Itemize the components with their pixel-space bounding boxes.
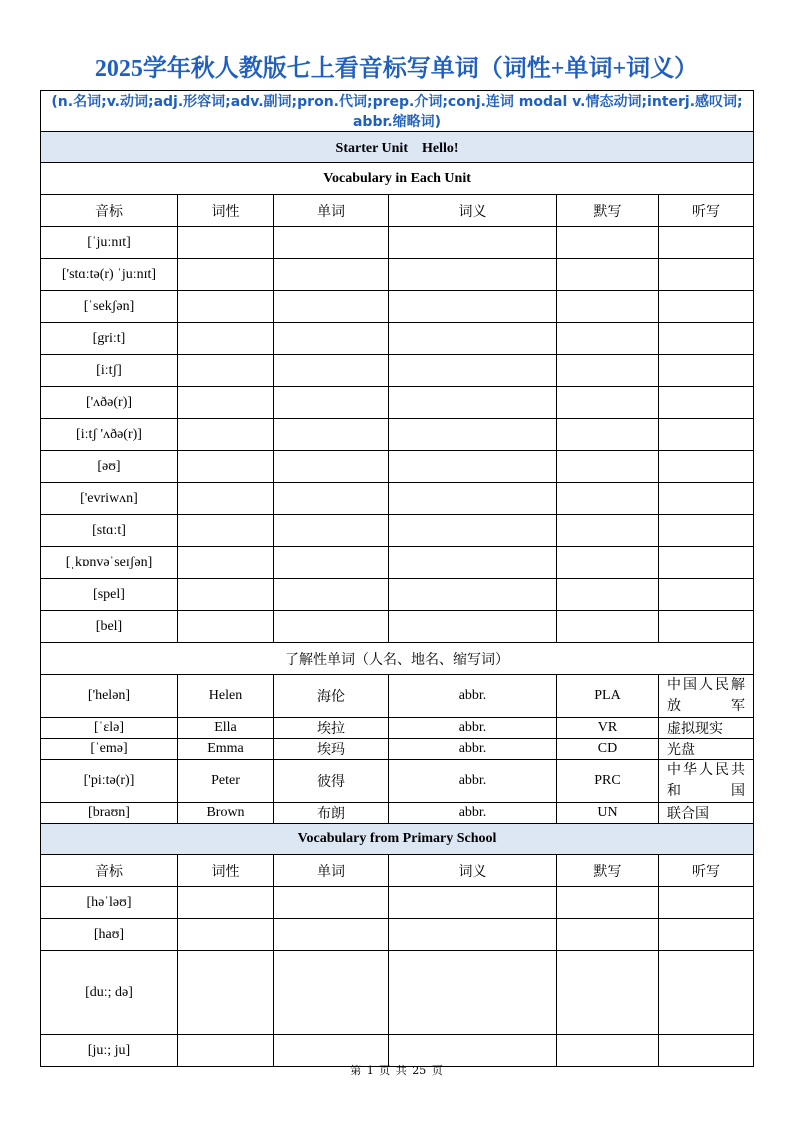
table-row <box>41 579 754 611</box>
dictation-blank[interactable] <box>557 291 659 323</box>
dictation-blank[interactable] <box>557 323 659 355</box>
phonetic-cell: [haʊ] <box>41 919 178 951</box>
page-footer: 第 1 页 共 25 页 <box>350 1064 443 1077</box>
word-cell: Ella <box>178 718 274 739</box>
meaning-cell: 埃玛 <box>274 739 389 760</box>
column-header-row <box>41 855 754 887</box>
meaning-blank[interactable] <box>389 227 557 259</box>
listening-blank[interactable] <box>659 259 754 291</box>
listening-blank[interactable] <box>659 919 754 951</box>
abbr-cell: PRC <box>557 760 659 803</box>
dictation-blank[interactable] <box>557 419 659 451</box>
phonetic-cell: ['ʌðə(r)] <box>41 387 178 419</box>
dictation-blank[interactable] <box>557 227 659 259</box>
word-blank[interactable] <box>274 291 389 323</box>
pos-cell: abbr. <box>389 675 557 718</box>
listening-blank[interactable] <box>659 483 754 515</box>
abbr-cell: CD <box>557 739 659 760</box>
meaning-blank[interactable] <box>389 887 557 919</box>
phonetic-cell: ['evriwʌn] <box>41 483 178 515</box>
section-title-unit-vocabulary: Vocabulary in Each Unit <box>41 163 754 195</box>
pos-blank[interactable] <box>178 515 274 547</box>
phonetic-cell: [braʊn] <box>41 803 178 824</box>
pos-blank[interactable] <box>178 291 274 323</box>
meaning-blank[interactable] <box>389 323 557 355</box>
meaning-blank[interactable] <box>389 483 557 515</box>
column-header: 词性 <box>178 855 274 887</box>
table-row <box>41 675 754 718</box>
unit-title: Starter Unit Hello! <box>41 132 754 163</box>
pos-blank[interactable] <box>178 483 274 515</box>
phonetic-cell: ['helən] <box>41 675 178 718</box>
pos-blank[interactable] <box>178 387 274 419</box>
table-row <box>41 951 754 1035</box>
meaning-cell: 布朗 <box>274 803 389 824</box>
word-cell: Peter <box>178 760 274 803</box>
meaning-blank[interactable] <box>389 451 557 483</box>
abbr-meaning-cell: 中华人民共和国 <box>659 760 754 803</box>
listening-blank[interactable] <box>659 515 754 547</box>
pos-cell: abbr. <box>389 803 557 824</box>
meaning-blank[interactable] <box>389 515 557 547</box>
word-blank[interactable] <box>274 451 389 483</box>
meaning-cell: 海伦 <box>274 675 389 718</box>
meaning-blank[interactable] <box>389 355 557 387</box>
phonetic-cell: [əʊ] <box>41 451 178 483</box>
word-blank[interactable] <box>274 547 389 579</box>
vocabulary-table <box>40 90 754 1067</box>
word-cell: Brown <box>178 803 274 824</box>
column-header: 音标 <box>41 855 178 887</box>
phonetic-cell: [bel] <box>41 611 178 643</box>
pos-blank[interactable] <box>178 355 274 387</box>
listening-blank[interactable] <box>659 323 754 355</box>
table-row <box>41 483 754 515</box>
dictation-blank[interactable] <box>557 611 659 643</box>
table-row <box>41 803 754 824</box>
phonetic-cell: [ˈɛlə] <box>41 718 178 739</box>
column-header: 词义 <box>389 855 557 887</box>
meaning-cell: 彼得 <box>274 760 389 803</box>
meaning-blank[interactable] <box>389 919 557 951</box>
word-blank[interactable] <box>274 951 389 1035</box>
column-header: 单词 <box>274 855 389 887</box>
table-row <box>41 919 754 951</box>
table-row <box>41 515 754 547</box>
section-title-primary-vocabulary: Vocabulary from Primary School <box>41 824 754 855</box>
table-row <box>41 451 754 483</box>
listening-blank[interactable] <box>659 887 754 919</box>
abbr-meaning-cell: 虚拟现实 <box>659 718 754 739</box>
table-row <box>41 387 754 419</box>
phonetic-cell: [iːtʃ 'ʌðə(r)] <box>41 419 178 451</box>
dictation-blank[interactable] <box>557 887 659 919</box>
section-title-proper-nouns: 了解性单词（人名、地名、缩写词） <box>41 643 754 675</box>
phonetic-cell: [ˈjuːnɪt] <box>41 227 178 259</box>
listening-blank[interactable] <box>659 355 754 387</box>
dictation-blank[interactable] <box>557 919 659 951</box>
phonetic-cell: [juː; ju] <box>41 1035 178 1067</box>
phonetic-cell: [iːtʃ] <box>41 355 178 387</box>
word-blank[interactable] <box>274 259 389 291</box>
listening-blank[interactable] <box>659 387 754 419</box>
column-header: 听写 <box>659 855 754 887</box>
listening-blank[interactable] <box>659 451 754 483</box>
listening-blank[interactable] <box>659 611 754 643</box>
phonetic-cell: [ˈsekʃən] <box>41 291 178 323</box>
pos-cell: abbr. <box>389 718 557 739</box>
column-header: 音标 <box>41 195 178 227</box>
table-row <box>41 611 754 643</box>
word-blank[interactable] <box>274 515 389 547</box>
abbr-meaning-cell: 联合国 <box>659 803 754 824</box>
column-header: 单词 <box>274 195 389 227</box>
phonetic-cell: ['piːtə(r)] <box>41 760 178 803</box>
phonetic-cell: [ˈemə] <box>41 739 178 760</box>
word-blank[interactable] <box>274 419 389 451</box>
word-blank[interactable] <box>274 887 389 919</box>
abbr-meaning-cell: 光盘 <box>659 739 754 760</box>
dictation-blank[interactable] <box>557 547 659 579</box>
listening-blank[interactable] <box>659 419 754 451</box>
listening-blank[interactable] <box>659 291 754 323</box>
dictation-blank[interactable] <box>557 451 659 483</box>
word-blank[interactable] <box>274 387 389 419</box>
word-cell: Helen <box>178 675 274 718</box>
listening-blank[interactable] <box>659 579 754 611</box>
meaning-blank[interactable] <box>389 951 557 1035</box>
meaning-blank[interactable] <box>389 387 557 419</box>
pos-blank[interactable] <box>178 259 274 291</box>
pos-blank[interactable] <box>178 451 274 483</box>
table-row <box>41 760 754 803</box>
meaning-blank[interactable] <box>389 611 557 643</box>
pos-blank[interactable] <box>178 579 274 611</box>
meaning-blank[interactable] <box>389 547 557 579</box>
table-row <box>41 355 754 387</box>
pos-cell: abbr. <box>389 739 557 760</box>
page-title: 2025学年秋人教版七上看音标写单词（词性+单词+词义） <box>94 56 699 82</box>
column-header: 词性 <box>178 195 274 227</box>
abbr-meaning-cell: 中国人民解放军 <box>659 675 754 718</box>
pos-blank[interactable] <box>178 951 274 1035</box>
meaning-blank[interactable] <box>389 259 557 291</box>
phonetic-cell: [ˌkɒnvəˈseɪʃən] <box>41 547 178 579</box>
table-row <box>41 718 754 739</box>
column-header: 词义 <box>389 195 557 227</box>
meaning-cell: 埃拉 <box>274 718 389 739</box>
word-blank[interactable] <box>274 323 389 355</box>
listening-blank[interactable] <box>659 227 754 259</box>
abbr-cell: VR <box>557 718 659 739</box>
pos-blank[interactable] <box>178 323 274 355</box>
phonetic-cell: [həˈləʊ] <box>41 887 178 919</box>
dictation-blank[interactable] <box>557 579 659 611</box>
word-blank[interactable] <box>274 355 389 387</box>
word-blank[interactable] <box>274 919 389 951</box>
column-header: 听写 <box>659 195 754 227</box>
meaning-blank[interactable] <box>389 579 557 611</box>
meaning-blank[interactable] <box>389 419 557 451</box>
column-header: 默写 <box>557 855 659 887</box>
pos-cell: abbr. <box>389 760 557 803</box>
part-of-speech-legend: (n.名词;v.动词;adj.形容词;adv.副词;pron.代词;prep.介词;conj.连词 modal v.情态动词;interj.感叹词; abbr.缩略词) <box>41 91 754 132</box>
word-blank[interactable] <box>274 611 389 643</box>
dictation-blank[interactable] <box>557 355 659 387</box>
table-row <box>41 547 754 579</box>
phonetic-cell: ['stɑːtə(r) ˈjuːnɪt] <box>41 259 178 291</box>
word-blank[interactable] <box>274 483 389 515</box>
column-header: 默写 <box>557 195 659 227</box>
pos-blank[interactable] <box>178 419 274 451</box>
pos-blank[interactable] <box>178 611 274 643</box>
phonetic-cell: [griːt] <box>41 323 178 355</box>
word-blank[interactable] <box>274 227 389 259</box>
listening-blank[interactable] <box>659 547 754 579</box>
table-row <box>41 323 754 355</box>
dictation-blank[interactable] <box>557 387 659 419</box>
phonetic-cell: [duː; də] <box>41 951 178 1035</box>
abbr-cell: UN <box>557 803 659 824</box>
table-row <box>41 887 754 919</box>
word-cell: Emma <box>178 739 274 760</box>
word-blank[interactable] <box>274 579 389 611</box>
table-row <box>41 259 754 291</box>
table-row <box>41 227 754 259</box>
table-row <box>41 739 754 760</box>
phonetic-cell: [spel] <box>41 579 178 611</box>
listening-blank[interactable] <box>659 951 754 1035</box>
dictation-blank[interactable] <box>557 515 659 547</box>
table-row <box>41 419 754 451</box>
pos-blank[interactable] <box>178 547 274 579</box>
pos-blank[interactable] <box>178 887 274 919</box>
dictation-blank[interactable] <box>557 259 659 291</box>
dictation-blank[interactable] <box>557 483 659 515</box>
pos-blank[interactable] <box>178 919 274 951</box>
column-header-row <box>41 195 754 227</box>
pos-blank[interactable] <box>178 227 274 259</box>
table-row <box>41 291 754 323</box>
phonetic-cell: [stɑːt] <box>41 515 178 547</box>
dictation-blank[interactable] <box>557 951 659 1035</box>
meaning-blank[interactable] <box>389 291 557 323</box>
abbr-cell: PLA <box>557 675 659 718</box>
